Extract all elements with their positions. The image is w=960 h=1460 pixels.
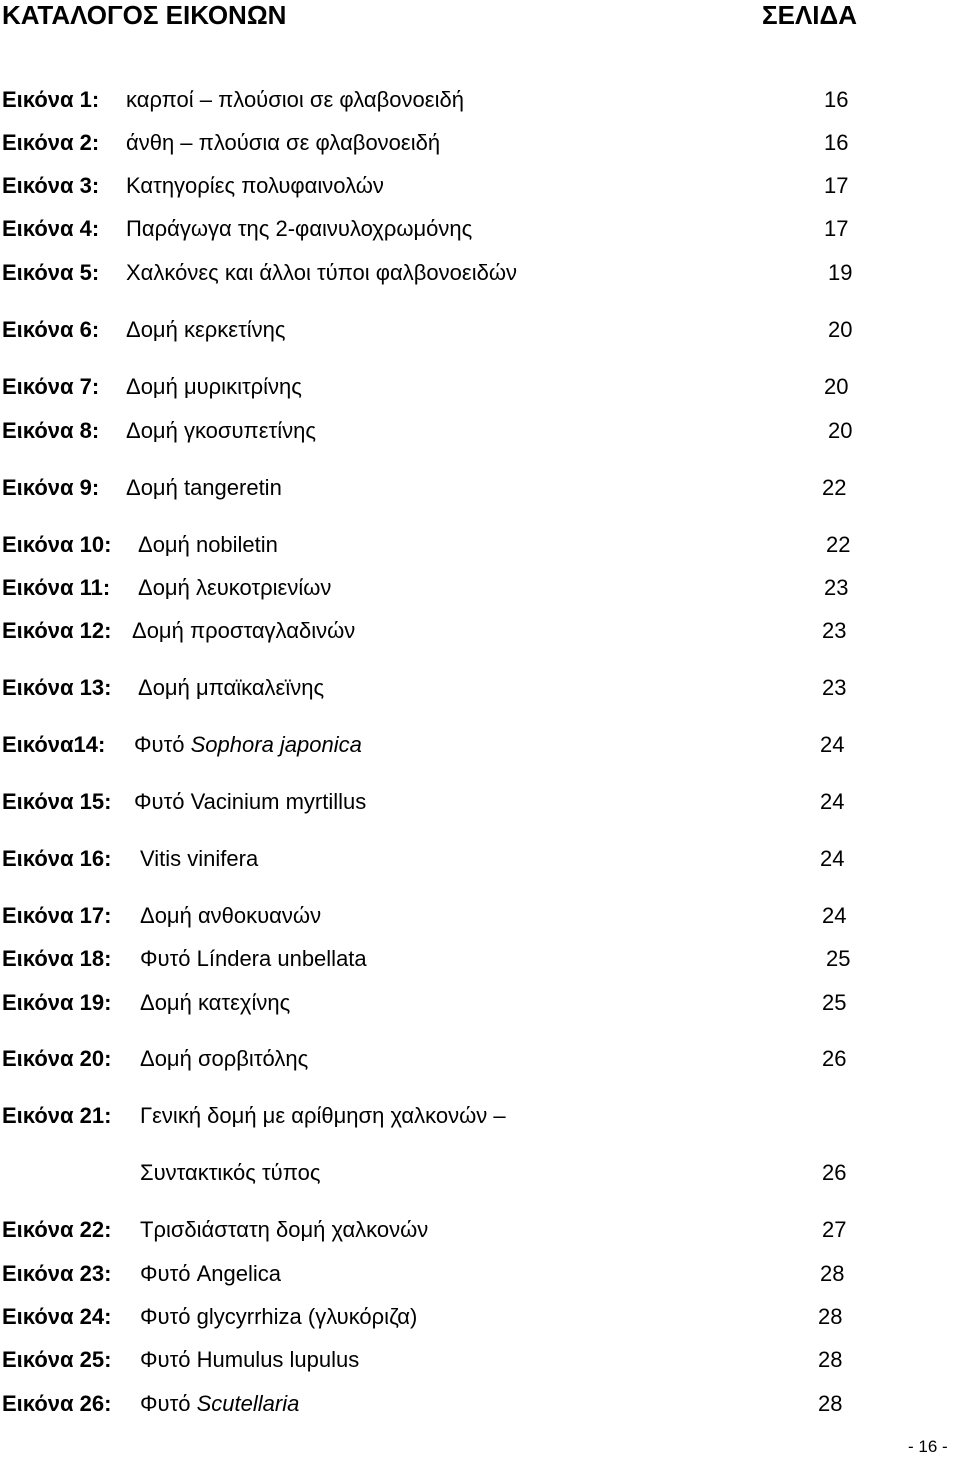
figure-description: Δομή tangeretin [126,475,282,500]
figure-label: Εικόνα 15: [2,789,112,814]
figure-entry [0,730,960,760]
figure-page: 17 [824,173,849,198]
figure-description-continuation: Συντακτικός τύπος [140,1160,321,1185]
figure-page: 24 [820,732,845,757]
figure-description: Φυτό glycyrrhiza (γλυκόριζα) [140,1304,418,1329]
figure-label: Εικόνα14: [2,732,106,757]
figure-description: Φυτό Vacinium myrtillus [134,789,367,814]
figure-description: Χαλκόνες και άλλοι τύποι φαλβονοειδών [126,260,518,285]
species-name: Sophora japonica [190,732,362,757]
figure-label: Εικόνα 9: [2,475,100,500]
figure-entry [0,616,960,646]
figure-entry [0,85,960,115]
figure-entry [0,171,960,201]
figure-entry [0,944,960,974]
figure-page: 28 [820,1261,845,1286]
figure-label: Εικόνα 5: [2,260,100,285]
figure-page: 28 [818,1304,843,1329]
figure-page: 19 [828,260,853,285]
figure-label: Εικόνα 8: [2,418,100,443]
figure-page: 20 [828,418,853,443]
figure-page: 26 [822,1046,847,1071]
figure-entry [0,258,960,288]
figure-description: Φυτό Angelica [140,1261,282,1286]
figure-entry [0,787,960,817]
figure-entry [0,1215,960,1245]
figure-page: 28 [818,1347,843,1372]
figure-entry-continuation [0,1158,960,1188]
figure-page: 20 [824,374,849,399]
page-column-heading: ΣΕΛΙΔΑ [762,0,857,30]
figure-description [140,1389,299,1419]
figure-page: 25 [822,990,847,1015]
figure-label: Εικόνα 19: [2,990,112,1015]
figure-label: Εικόνα 22: [2,1217,112,1242]
figure-label: Εικόνα 23: [2,1261,112,1286]
figure-description: Δομή προσταγλαδινών [132,618,356,643]
figure-entry [0,416,960,446]
figure-entry [0,372,960,402]
figure-page: 27 [822,1217,847,1242]
figure-description: καρποί – πλούσιοι σε φλαβονοειδή [126,87,464,112]
figure-description: Vitis vinifera [140,846,259,871]
figure-description: Γενική δομή με αρίθμηση χαλκονών – [140,1103,506,1128]
figure-page: 26 [822,1160,847,1185]
figure-page: 23 [822,675,847,700]
figure-label: Εικόνα 24: [2,1304,112,1329]
figure-label: Εικόνα 3: [2,173,100,198]
figure-description: άνθη – πλούσια σε φλαβονοειδή [126,130,441,155]
figure-label: Εικόνα 16: [2,846,112,871]
figure-page: 24 [822,903,847,928]
figure-description: Δομή κερκετίνης [126,317,286,342]
figure-description: Φυτό Líndera unbellata [140,946,367,971]
figure-entry [0,473,960,503]
figure-entry [0,901,960,931]
figure-description: Δομή σορβιτόλης [140,1046,309,1071]
figure-entry [0,128,960,158]
figure-label: Εικόνα 13: [2,675,112,700]
figure-description: Δομή γκοσυπετίνης [126,418,316,443]
figure-page: 22 [826,532,851,557]
page-number: - 16 - [908,1437,948,1456]
figure-label: Εικόνα 26: [2,1391,112,1416]
figure-label: Εικόνα 6: [2,317,100,342]
figure-entry [0,1101,960,1131]
figure-description: Δομή nobiletin [138,532,278,557]
figure-description [134,730,362,760]
figure-page: 24 [820,846,845,871]
figure-page: 23 [824,575,849,600]
figure-entry [0,315,960,345]
figure-entry [0,214,960,244]
figure-label: Εικόνα 17: [2,903,112,928]
figure-entry [0,673,960,703]
figure-page: 24 [820,789,845,814]
figure-label: Εικόνα 12: [2,618,112,643]
figure-entry [0,988,960,1018]
figure-label: Εικόνα 1: [2,87,100,112]
figure-description: Δομή μυρικιτρίνης [126,374,302,399]
figure-description: Παράγωγα της 2-φαινυλοχρωμόνης [126,216,473,241]
figure-description: Δομή μπαϊκαλεϊνης [138,675,325,700]
figure-label: Εικόνα 2: [2,130,100,155]
figure-entry [0,1259,960,1289]
figure-page: 16 [824,130,849,155]
figure-description: Φυτό Humulus lupulus [140,1347,360,1372]
figure-description-prefix: Φυτό [140,1391,197,1416]
figure-page: 17 [824,216,849,241]
figure-label: Εικόνα 10: [2,532,112,557]
figure-label: Εικόνα 4: [2,216,100,241]
figure-entry [0,573,960,603]
figure-description: Δομή ανθοκυανών [140,903,322,928]
figure-description: Κατηγορίες πολυφαινολών [126,173,384,198]
figure-label: Εικόνα 7: [2,374,100,399]
figure-entry [0,530,960,560]
figure-label: Εικόνα 25: [2,1347,112,1372]
list-title: ΚΑΤΑΛΟΓΟΣ ΕΙΚΟΝΩΝ [2,0,287,30]
figure-label: Εικόνα 21: [2,1103,112,1128]
figure-page: 20 [828,317,853,342]
figure-page: 25 [826,946,851,971]
figure-page: 16 [824,87,849,112]
figure-entry [0,844,960,874]
figure-page: 28 [818,1391,843,1416]
figure-page: 23 [822,618,847,643]
figure-label: Εικόνα 20: [2,1046,112,1071]
figure-entry [0,1345,960,1375]
figure-page: 22 [822,475,847,500]
figure-description: Δομή κατεχίνης [140,990,291,1015]
figure-description-prefix: Φυτό [134,732,191,757]
figure-label: Εικόνα 18: [2,946,112,971]
figure-label: Εικόνα 11: [2,575,111,600]
figure-entry [0,1389,960,1419]
figure-description: Τρισδιάστατη δομή χαλκονών [140,1217,429,1242]
figure-entry [0,1302,960,1332]
species-name: Scutellaria [196,1391,300,1416]
figure-description: Δομή λευκοτριενίων [138,575,332,600]
figure-entry [0,1044,960,1074]
